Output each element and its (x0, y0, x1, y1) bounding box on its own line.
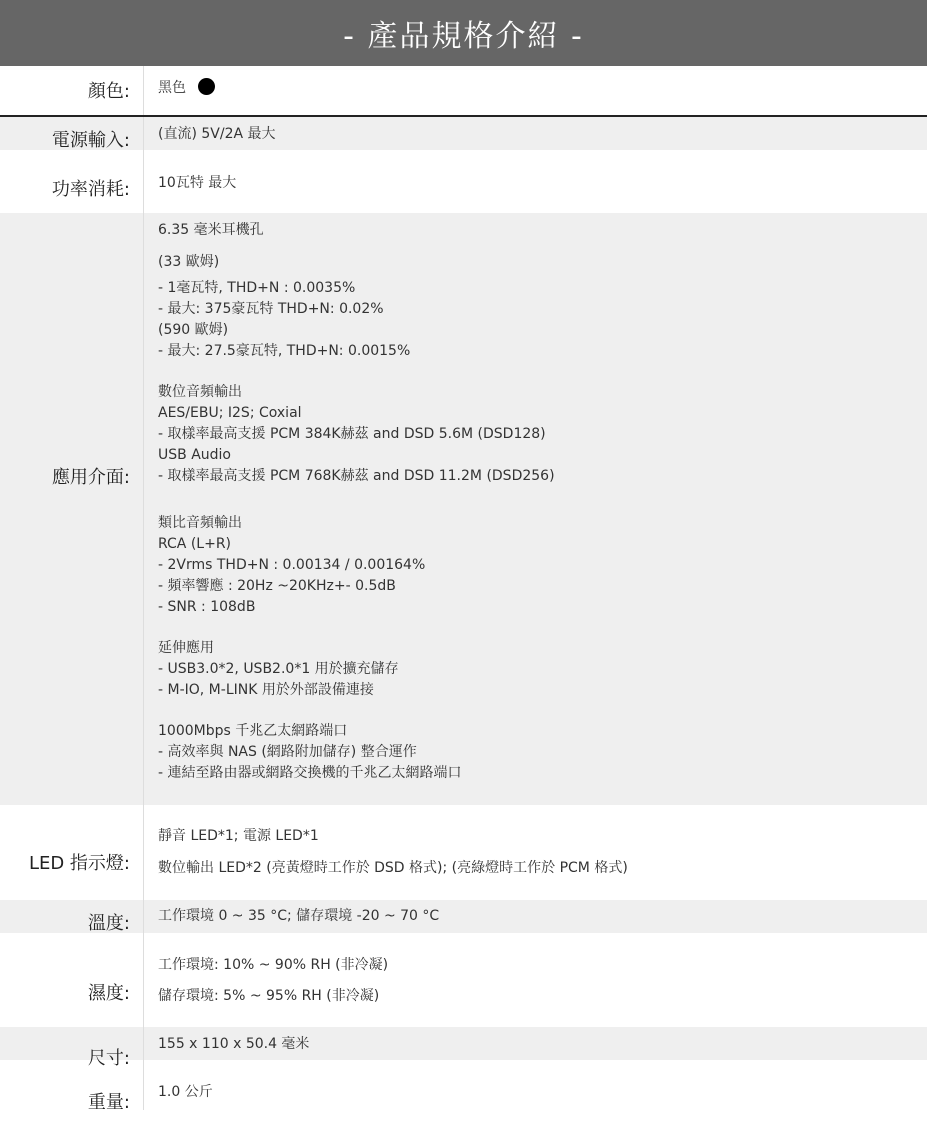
interface-line: - SNR : 108dB (158, 599, 256, 615)
humidity-label: 濕度: (87, 983, 130, 1004)
humidity-line: 儲存環境: 5% ~ 95% RH (非冷凝) (158, 988, 380, 1004)
dimensions-row-bg (0, 1027, 927, 1060)
interface-label: 應用介面: (51, 467, 130, 488)
temperature-label: 溫度: (87, 913, 130, 934)
power-input-row-bg (0, 117, 927, 150)
led-label: LED 指示燈: (28, 853, 130, 874)
weight-value: 1.0 公斤 (158, 1084, 213, 1100)
interface-line: 1000Mbps 千兆乙太網路端口 (158, 723, 348, 739)
led-line: 靜音 LED*1; 電源 LED*1 (158, 828, 319, 844)
color-label: 顏色: (87, 81, 130, 102)
power-consumption-value: 10瓦特 最大 (158, 175, 237, 191)
interface-line: - 2Vrms THD+N : 0.00134 / 0.00164% (158, 557, 426, 573)
color-value (158, 78, 215, 99)
interface-line: RCA (L+R) (158, 536, 232, 552)
column-divider (143, 66, 144, 1110)
interface-line: (33 歐姆) (158, 254, 220, 270)
color-swatch-icon (198, 78, 215, 95)
color-text: 黑色 (158, 80, 186, 96)
interface-line: - USB3.0*2, USB2.0*1 用於擴充儲存 (158, 661, 399, 677)
interface-line: 數位音頻輸出 (158, 384, 242, 400)
humidity-line: 工作環境: 10% ~ 90% RH (非冷凝) (158, 957, 389, 973)
power-input-label: 電源輸入: (51, 130, 130, 151)
interface-line: 類比音頻輸出 (158, 515, 242, 531)
interface-line: - 取樣率最高支援 PCM 384K赫茲 and DSD 5.6M (DSD128) (158, 426, 546, 442)
led-line: 數位輸出 LED*2 (亮黃燈時工作於 DSD 格式); (亮綠燈時工作於 PCM 格式) (158, 860, 628, 876)
interface-line: - 取樣率最高支援 PCM 768K赫茲 and DSD 11.2M (DSD256) (158, 468, 555, 484)
spec-title: - 產品規格介紹 - (343, 19, 584, 54)
interface-line: AES/EBU; I2S; Coxial (158, 405, 302, 421)
interface-line: 延伸應用 (158, 640, 214, 656)
weight-label: 重量: (87, 1092, 130, 1113)
interface-line: 6.35 毫米耳機孔 (158, 222, 264, 238)
interface-line: - 連結至路由器或網路交換機的千兆乙太網路端口 (158, 765, 462, 781)
power-input-value: (直流) 5V/2A 最大 (158, 126, 276, 142)
interface-line: - 最大: 27.5豪瓦特, THD+N: 0.0015% (158, 343, 411, 359)
interface-line: - 高效率與 NAS (網路附加儲存) 整合運作 (158, 744, 417, 760)
interface-line: - M-IO, M-LINK 用於外部設備連接 (158, 682, 374, 698)
interface-line: USB Audio (158, 447, 231, 463)
interface-row-bg (0, 213, 927, 805)
power-consumption-label: 功率消耗: (51, 179, 130, 200)
dimensions-value: 155 x 110 x 50.4 毫米 (158, 1036, 310, 1052)
temperature-row-bg (0, 900, 927, 933)
interface-line: - 1毫瓦特, THD+N : 0.0035% (158, 280, 356, 296)
temperature-value: 工作環境 0 ~ 35 °C; 儲存環境 -20 ~ 70 °C (158, 908, 440, 924)
interface-line: (590 歐姆) (158, 322, 229, 338)
interface-line: - 頻率響應 : 20Hz ~20KHz+- 0.5dB (158, 578, 396, 594)
header-divider (0, 115, 927, 117)
dimensions-label: 尺寸: (87, 1048, 130, 1069)
spec-title-banner (0, 0, 927, 66)
interface-line: - 最大: 375豪瓦特 THD+N: 0.02% (158, 301, 384, 317)
